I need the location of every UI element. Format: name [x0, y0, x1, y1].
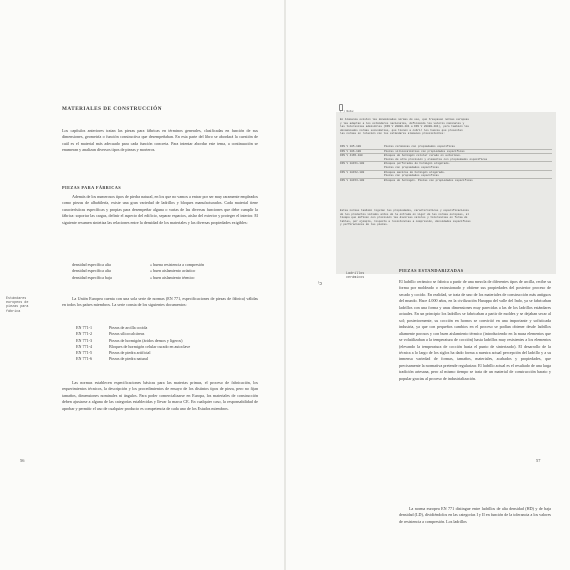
- list-item: [76, 356, 258, 362]
- page-number: 57: [536, 458, 541, 463]
- section-title-piezas-estandarizadas: PIEZAS ESTANDARIZADAS: [399, 268, 464, 273]
- list-item: DIN V 18152-100 Bloques macizos de hormigón aligerado.: [340, 170, 446, 174]
- note-box: [336, 112, 556, 274]
- density-label: densidad específica baja: [72, 274, 112, 280]
- standard-desc: Bloques de hormigón celular curado en autoclave: [109, 343, 191, 349]
- standard-desc: Piezas silicocalcáreas: [109, 331, 145, 337]
- standard-code: EN 771-1: [76, 325, 93, 330]
- list-item: DIN V 4165-100 Bloques de hormigón celular curado en autoclave.: [340, 154, 462, 158]
- standard-code: EN 771-5: [76, 350, 93, 356]
- standard-code: EN 771-3: [76, 337, 93, 343]
- divider: [340, 153, 552, 154]
- density-property: » buena resistencia a compresión: [150, 262, 205, 267]
- standard-code: EN 771-4: [76, 343, 93, 349]
- list-item: DIN V 106-100 Piezas silicocalcáreas con propiedades específicas: [340, 149, 465, 153]
- bracket-mark-icon: ⁾ↄ: [318, 281, 322, 287]
- section-paragraph: Además de los numerosos tipos de piedra natural, en los que no vamos a entrar por ser muy raramente empleados como piezas de albañilería, existe una gran variedad de ladrillos y bloques manufacturados. Cada material tiene características específicas y propias para desempeñar alguna o varias de las diversas funciones que debe cumplir la fábrica: soportar las cargas, definir el aspecto del edificio, separar espacios, aislar del exterior y proteger el interior. El siguiente resumen sintetiza las relaciones entre la densidad de los materiales y las diversas propiedades exigibles:: [62, 194, 258, 225]
- standard-code: EN 771-2: [76, 331, 93, 337]
- note-label: (") Nota:: [340, 110, 355, 113]
- section-title-piezas-fabricas: PIEZAS PARA FÁBRICAS: [62, 185, 122, 190]
- standard-desc: Piezas de arcilla cocida: [109, 325, 148, 330]
- closing-paragraph: Las normas establecen especificaciones básicas para las materias primas, el proceso de fabricación, los requerimientos técnicos, la descripción y los procedimientos de ensayo de los distintos tipos de pieza, pero no fijan tamaños, dimensiones nominales ni ángulos. Para poder comercializarse en Europa, los materiales de construcción deben ajustarse a alguna de las categorías establecidas y llevar la marca CE. En cualquier caso, la responsabilidad de aprobar y permitir el uso de cualquier producto es competencia de cada uno de los Estados miembros.: [62, 380, 258, 411]
- page-number: 56: [20, 458, 25, 463]
- sidenote-estandares: Estándares europeos de piezas para fábrica: [6, 297, 29, 314]
- en-standards-list: [76, 325, 258, 363]
- intro-paragraph: Los capítulos anteriores tratan las piezas para fábricas en términos generales, clasificadas en función de sus dimensiones, geometría o función constructiva que desempeñaban. En esta parte del libro se abordará la cuestión de cuál es el material más adecuado para cada función concreta. Para intentar abordar este tema, a continuación se enumeran y analizan diversos tipos de piezas y morteros.: [62, 128, 258, 153]
- standard-desc: Piezas de hormigón (áridos densos y ligeros): [109, 337, 183, 343]
- eu-paragraph: La Unión Europea cuenta con una sola serie de normas (EN 771, especificaciones de piezas de fábrica) válidas en todos los países miembros. La serie consta de los siguientes documentos:: [62, 296, 258, 308]
- en771-paragraph: La norma europea EN 771 distingue entre ladrillos de alta densidad (HD) y de baja densidad (LD), dividiéndolos en las categorías I y II en función de la tolerancia a los valores de resistencia a compresión. Los ladrillos: [399, 506, 551, 524]
- page-title: MATERIALES DE CONSTRUCCIÓN: [62, 106, 162, 112]
- divider: [340, 178, 552, 179]
- list-item: [72, 275, 258, 281]
- list-item: DIN V 18151-100 Bloques perforados de hormigón aligerado.: [340, 162, 451, 166]
- list-item: DIN V 105-100 Piezas cerámicas con propiedades específicas: [340, 145, 455, 148]
- left-page: [0, 0, 284, 570]
- standard-desc: Piezas de piedra artificial: [109, 350, 151, 356]
- density-property: » buen aislamiento acústico: [150, 268, 196, 274]
- standard-desc: Piezas de piedra natural: [109, 356, 148, 362]
- density-label: densidad específica alta: [72, 262, 111, 267]
- note-intro: En Alemania existen las denominadas normas de uso, que traspasan normas europeas y las adaptan a los estándares nacionales, definiendo los valores nominales y las tolerancias admisibles (DIN V 20000-401 a DIN V 20000-404), pero también los denominados normas secundarias, que tienen a cubrir los huecos que presentan las normas en relación con los estándares alemanes preexistentes:: [340, 118, 470, 136]
- density-list: [72, 262, 258, 281]
- density-label: densidad específica alta: [72, 268, 111, 274]
- note-spec-list: DIN V 105-100 Piezas cerámicas con propiedades específicas DIN V 106-100 Piezas silicocalcáreas con propiedades específicas DIN V 4165-100 Bloques de hormigón celular curado en autoclave. Piezas de alta precisión y elementos con propiedades específicas DIN V 18151-100 Bloques perforados de hormigón aligerado. Piezas con propiedades específicas DIN V 18152-100 Bloques macizos de hormigón aligerado. Piezas con propiedades específicas DIN V 18153-100 Bloques de hormigón. Piezas con propiedades específicas: [340, 145, 552, 182]
- standard-code: EN 771-6: [76, 356, 93, 362]
- standard-bricks-paragraph: El ladrillo cerámico se fabrica a partir de una mezcla de diferentes tipos de arcilla, recibe su forma por moldeado o extrusionado y obtiene sus propiedades del posterior proceso de secado y cocido. En realidad, se trata de uno de los materiales de construcción más antiguos del mundo. Hace 4.000 años, en la civilización Harappa del valle del Indo, ya se fabricaban ladrillos con una forma y unas dimensiones muy parecidas a las de los ladrillos estándares actuales. En un principio los ladrillos se fabricaban a partir de moldes y se dejaban secar al sol; posteriormente, su cocción en hornos se convirtió en una importante y sofisticada industria, ya que con pequeños cambios en el proceso se podían obtener desde ladrillos altamente porosos y con buen aislamiento térmico (introduciendo en la masa elementos que se volatilizaban a la temperatura de cocción) hasta ladrillos muy resistentes a los elementos (elevando la temperatura de cocción hasta el punto de sinterizado). El desarrollo de la técnica a lo largo de los siglos ha dado forma a nuestra actual percepción del ladrillo y a su inmensa variedad de formas, tamaños, materiales, acabados y propiedades, que precisamente la normativa pretende regularizar. El ladrillo actual es el resultado de una larga tradición artesana, pero al mismo tiempo se trata de un material de construcción barato y popular gracias al proceso de industrialización.: [399, 279, 551, 381]
- sidenote-ladrillos: Ladrillos cerámicos: [346, 272, 365, 281]
- divider: [340, 149, 552, 150]
- density-property: » buen aislamiento térmico: [150, 274, 195, 280]
- divider: [340, 161, 552, 162]
- note-outro: Estas normas también regulan las propiedades, características y especificaciones de los productos válidos antes de la entrada en vigor de las normas europeas, al tiempo que definen con precisión las diversas valores y tolerancias en forma de tablas, por ejemplo, respecto a resistencias a compresión, densidades específicas y perforaciones de las piezas.: [340, 209, 471, 227]
- list-item: DIN V 18153-100 Bloques de hormigón. Piezas con propiedades específicas: [340, 178, 473, 182]
- divider: [340, 170, 552, 171]
